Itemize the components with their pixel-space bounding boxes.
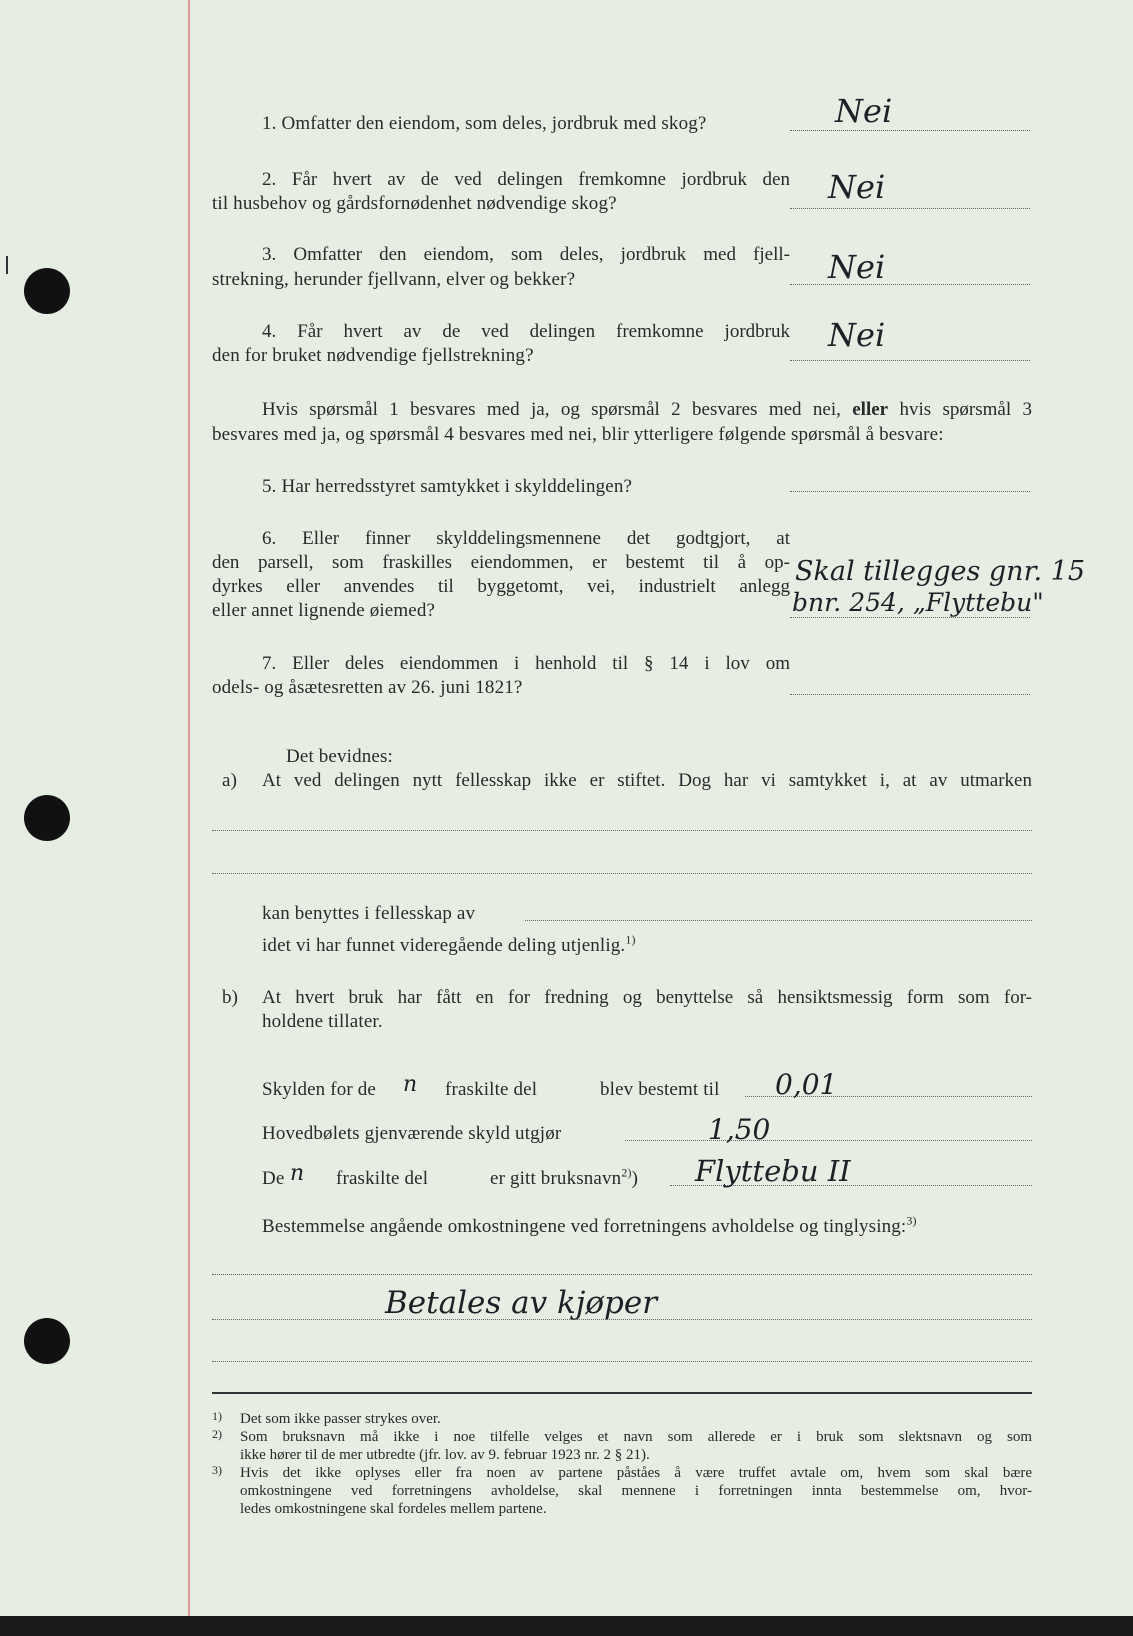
condition-line-1-start: Hvis spørsmål 1 besvares med ja, og spørsmål 2 besvares med nei, — [262, 399, 841, 420]
question-3-line-2: strekning, herunder fjellvann, elver og bekker? — [212, 269, 576, 290]
footnote-1-line-1: Det som ikke passer strykes over. — [240, 1411, 441, 1427]
skyld-label-c: blev bestemt til — [600, 1079, 720, 1100]
red-margin-line — [188, 0, 190, 1616]
question-4-answer-line — [790, 360, 1030, 361]
condition-line-1-end: hvis spørsmål 3 — [899, 399, 1033, 420]
scan-bottom-edge — [0, 1616, 1133, 1636]
cost-label-text: Bestemmelse angående omkostningene ved forretningens avholdelse og tinglysing: — [262, 1216, 907, 1237]
question-5-answer-line — [790, 491, 1030, 492]
question-3-answer: Nei — [828, 248, 886, 286]
cost-blank-line-1 — [212, 1274, 1032, 1275]
attest-b-line-2: holdene tillater. — [262, 1011, 383, 1032]
question-6-line-1: 6. Eller finner skylddelingsmennene det godtgjort, at — [262, 528, 790, 549]
question-3-answer-line — [790, 284, 1030, 285]
cost-blank-line-2 — [212, 1319, 1032, 1320]
question-6-answer-line-2: bnr. 254, „Flyttebu" — [792, 588, 1044, 617]
edge-mark — [6, 256, 8, 274]
question-7-line-2: odels- og åsætesretten av 26. juni 1821? — [212, 677, 523, 698]
question-7-answer-line — [790, 694, 1030, 695]
question-7-line-1: 7. Eller deles eiendommen i henhold til § 14 i lov om — [262, 653, 790, 674]
punch-hole-middle — [24, 795, 70, 841]
question-4-line-1: 4. Får hvert av de ved delingen fremkomne jordbruk — [262, 321, 790, 342]
question-5-text: 5. Har herredsstyret samtykket i skylddelingen? — [262, 476, 633, 497]
footnote-2-line-1: Som bruksnavn må ikke i noe tilfelle velges et navn som allerede er i bruk som slektsnavn og som — [240, 1429, 1032, 1445]
question-6-answer-line-1: Skal tillegges gnr. 15 — [795, 556, 1086, 587]
skyld-label-hand: n — [403, 1072, 418, 1097]
attest-a-text: At ved delingen nytt fellesskap ikke er stiftet. Dog har vi samtykket i, at av utmarken — [262, 770, 1032, 791]
question-2-answer: Nei — [828, 168, 886, 206]
footnote-2-number: 2) — [212, 1427, 222, 1441]
footnote-2-line-2: ikke hører til de mer utbredte (jfr. lov. av 9. februar 1923 nr. 2 § 21). — [240, 1447, 650, 1463]
attest-a-reason — [262, 934, 636, 958]
skyld-value: 0,01 — [775, 1068, 838, 1101]
cost-label — [262, 1215, 917, 1239]
cost-blank-line-3 — [212, 1361, 1032, 1362]
question-4-answer: Nei — [828, 316, 886, 354]
condition-line-2: besvares med ja, og spørsmål 4 besvares med nei, blir ytterligere følgende spørsmål å besvare: — [212, 424, 944, 445]
navn-label-a: De — [262, 1168, 285, 1189]
condition-line-1 — [262, 398, 1032, 422]
question-3-line-1: 3. Omfatter den eiendom, som deles, jordbruk med fjell- — [262, 244, 790, 265]
footnote-3-line-2: omkostningene ved forretningens avholdelse, skal mennene i forretningen innta bestemmelse om, hvor- — [240, 1483, 1032, 1499]
question-2-answer-line — [790, 208, 1030, 209]
navn-label-hand: n — [290, 1161, 305, 1186]
navn-label-b: fraskilte del — [336, 1168, 429, 1189]
punch-hole-top — [24, 268, 70, 314]
cost-value: Betales av kjøper — [385, 1285, 658, 1321]
attest-a-blank-line-2 — [212, 873, 1032, 874]
attest-a-common: kan benyttes i fellesskap av — [262, 903, 476, 924]
hoved-label: Hovedbølets gjenværende skyld utgjør — [262, 1123, 562, 1144]
question-6-line-2: den parsell, som fraskilles eiendommen, er bestemt til å op- — [212, 552, 790, 573]
navn-label-c-end: ) — [631, 1168, 639, 1189]
footnote-ref-2: 2) — [621, 1165, 632, 1180]
attest-a-reason-text: idet vi har funnet videregående deling utjenlig. — [262, 935, 626, 956]
footnote-separator — [212, 1392, 1032, 1394]
condition-bold-word: eller — [852, 399, 889, 420]
question-6-line-3: dyrkes eller anvendes til byggetomt, vei, industrielt anlegg — [212, 576, 790, 597]
skyld-label-a: Skylden for de — [262, 1079, 376, 1100]
question-2-line-1: 2. Får hvert av de ved delingen fremkomne jordbruk den — [262, 169, 790, 190]
question-6-line-4: eller annet lignende øiemed? — [212, 600, 436, 621]
question-4-line-2: den for bruket nødvendige fjellstrekning? — [212, 345, 534, 366]
navn-value: Flyttebu II — [695, 1154, 851, 1188]
hoved-value: 1,50 — [708, 1113, 771, 1146]
footnote-1-number: 1) — [212, 1409, 222, 1423]
skyld-label-b: fraskilte del — [445, 1079, 538, 1100]
attest-a-common-line — [525, 920, 1032, 921]
footnote-ref-1: 1) — [625, 932, 636, 947]
footnote-3-line-1: Hvis det ikke oplyses eller fra noen av partene påståes å være truffet avtale om, hvem som skal bære — [240, 1465, 1032, 1481]
attest-b-label: b) — [222, 987, 239, 1008]
footnote-ref-3: 3) — [906, 1213, 917, 1228]
attest-a-blank-line-1 — [212, 830, 1032, 831]
navn-label-c — [490, 1167, 638, 1191]
question-6-answer-line — [790, 617, 1030, 618]
hoved-value-line — [625, 1140, 1032, 1141]
navn-label-c-text: er gitt bruksnavn — [490, 1168, 622, 1189]
question-1-answer-line — [790, 130, 1030, 131]
footnote-3-line-3: ledes omkostningene skal fordeles mellem partene. — [240, 1501, 547, 1517]
punch-hole-bottom — [24, 1318, 70, 1364]
attest-a-label: a) — [222, 770, 238, 791]
question-1-answer: Nei — [835, 92, 893, 130]
attest-intro: Det bevidnes: — [286, 746, 393, 767]
footnote-3-number: 3) — [212, 1463, 222, 1477]
question-2-line-2: til husbehov og gårdsfornødenhet nødvendige skog? — [212, 193, 617, 214]
question-1-text: 1. Omfatter den eiendom, som deles, jordbruk med skog? — [262, 113, 707, 134]
attest-b-line-1: At hvert bruk har fått en for fredning og benyttelse så hensiktsmessig form som for- — [262, 987, 1032, 1008]
